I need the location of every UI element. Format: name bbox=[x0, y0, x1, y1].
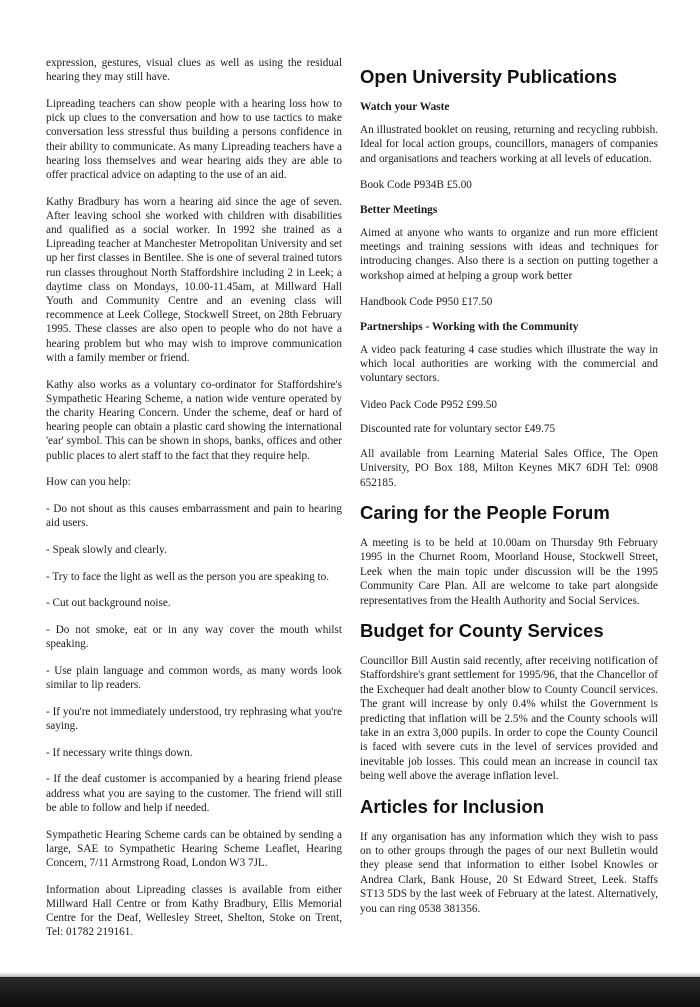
left-column bbox=[46, 56, 342, 952]
tip-item: - Use plain language and common words, as many words look similar to lip readers. bbox=[46, 664, 342, 692]
articles-text: If any organisation has any information which they wish to pass on to other groups through the pages of our next Bulletin would they please send that information to either Isobel Knowles or Andrea Clark, Bank House, 20 St Edward Street, Leek. Staffs ST13 5DS by the last week of February at the latest. Alternatively, you can ring 0538 381356. bbox=[360, 830, 658, 915]
how-can-you-help-label: How can you help: bbox=[46, 476, 131, 489]
watch-your-waste-text: An illustrated booklet on reusing, returning and recycling rubbish. Ideal for local action groups, councillors, managers of companies and organisations and teachers working at all levels of education. bbox=[360, 124, 658, 165]
tip-item: - If you're not immediately understood, try rephrasing what you're saying. bbox=[46, 705, 342, 733]
budget-heading: Budget for County Services bbox=[360, 619, 604, 641]
tip-item: - Cut out background noise. bbox=[46, 597, 171, 610]
scan-bottom-edge bbox=[0, 977, 700, 1007]
ou-publications-heading: Open University Publications bbox=[360, 66, 618, 87]
tip-item: - Try to face the light as well as the person you are speaking to. bbox=[46, 570, 330, 583]
lipreading-teachers-paragraph: Lipreading teachers can show people with a hearing loss how to pick up clues to the conversation and how to use tactics to make conversation less stressful thus building a persons confidence in their ability to communicate. As many Lipreading teachers have a hearing loss themselves and wear hearing aids they are able to offer practical advice on adapting to the use of an aid. bbox=[46, 97, 342, 181]
forum-heading: Caring for the People Forum bbox=[360, 501, 610, 523]
tip-item: - Speak slowly and clearly. bbox=[46, 543, 167, 556]
discount-text: Discounted rate for voluntary sector £49.75 bbox=[360, 423, 556, 436]
scheme-cards-paragraph: Sympathetic Hearing Scheme cards can be obtained by sending a large, SAE to Sympathetic Hearing Scheme Leaflet, Hearing Concern, 7/11 Armstrong Road, London W3 7JL. bbox=[46, 828, 342, 869]
budget-text: Councillor Bill Austin said recently, after receiving notification of Staffordshire's grant settlement for 1995/96, that the Chancellor of the Exchequer had dealt another blow to County Council services. The grant will increase by only 0.4% whilst the Government is predicting that inflation will be 2.5% and the County schools will take in an extra 3,000 pupils. In order to cope the County Council is faced with severe cuts in the level of services provided and inevitable job losses. This could mean an increase in council tax being well above the average inflation level. bbox=[360, 654, 658, 783]
partnerships-code: Video Pack Code P952 £99.50 bbox=[360, 398, 497, 411]
sympathetic-hearing-paragraph: Kathy also works as a voluntary co-ordinator for Staffordshire's Sympathetic Hearing Scheme, a nation wide venture operated by the charity Hearing Concern. Under the scheme, deaf or hard of hearing people can obtain a plastic card showing the international 'ear' symbol. This can be shown in shops, banks, offices and other public places to alert staff to the fact that they require help. bbox=[46, 378, 342, 462]
partnerships-text: A video pack featuring 4 case studies which illustrate the way in which local authorities are working with the commercial and voluntary sectors. bbox=[360, 343, 658, 385]
articles-heading: Articles for Inclusion bbox=[360, 795, 545, 817]
watch-your-waste-title: Watch your Waste bbox=[360, 101, 450, 113]
right-column bbox=[360, 56, 658, 928]
partnerships-title: Partnerships - Working with the Community bbox=[360, 320, 579, 333]
better-meetings-title: Better Meetings bbox=[360, 203, 438, 216]
tip-item: - Do not smoke, eat or in any way cover the mouth whilst speaking. bbox=[46, 624, 342, 651]
classes-info-paragraph: Information about Lipreading classes is available from either Millward Hall Centre or from Kathy Bradbury, Ellis Memorial Centre for the Deaf, Wellesley Street, Shelton, Stoke on Trent, Tel: 01782 219161. bbox=[46, 883, 342, 939]
forum-text: A meeting is to be held at 10.00am on Thursday 9th February 1995 in the Churnet Room, Moorland House, Stockwell Street, Leek when the main topic under discussion will be the 1995 Community Care Plan. All are welcome to take part alongside representatives from the Health Authority and Social Services. bbox=[360, 536, 658, 607]
kathy-bradbury-paragraph: Kathy Bradbury has worn a hearing aid since the age of seven. After leaving school she worked with children with disabilities and qualified as a social worker. In 1992 she trained as a Lipreading teacher at Manchester Metropolitan University and set up her first classes in Bentilee. She is one of several trained tutors run classes throughout North Staffordshire including 2 in Leek; a daytime class on Mondays, 10.00-11.45am, at Millward Hall Youth and Community Centre and an evening class will recommence at Leek College, Stockwell Street, on 28th February 1995. These classes are also open to people who do not have a hearing problem but who may wish to improve communication with a family member or friend. bbox=[46, 195, 342, 364]
tip-item: - If the deaf customer is accompanied by a hearing friend please address what you are saying to the customer. The friend will still be able to follow and help if needed. bbox=[46, 773, 342, 814]
watch-your-waste-code: Book Code P934B £5.00 bbox=[360, 179, 472, 192]
better-meetings-code: Handbook Code P950 £17.50 bbox=[360, 296, 493, 309]
better-meetings-text: Aimed at anyone who wants to organize and run more efficient meetings and training sessions with ideas and techniques for introducing changes. Also there is a section on putting together a workshop aimed at helping a group work better bbox=[360, 226, 658, 282]
tip-item: - Do not shout as this causes embarrassment and pain to hearing aid users. bbox=[46, 502, 342, 530]
tip-item: - If necessary write things down. bbox=[46, 746, 193, 759]
availability-text: All available from Learning Material Sales Office, The Open University, PO Box 188, Milton Keynes MK7 6DH Tel: 0908 652185. bbox=[360, 447, 658, 489]
intro-paragraph: expression, gestures, visual clues as well as using the residual hearing they may still have. bbox=[46, 57, 342, 84]
